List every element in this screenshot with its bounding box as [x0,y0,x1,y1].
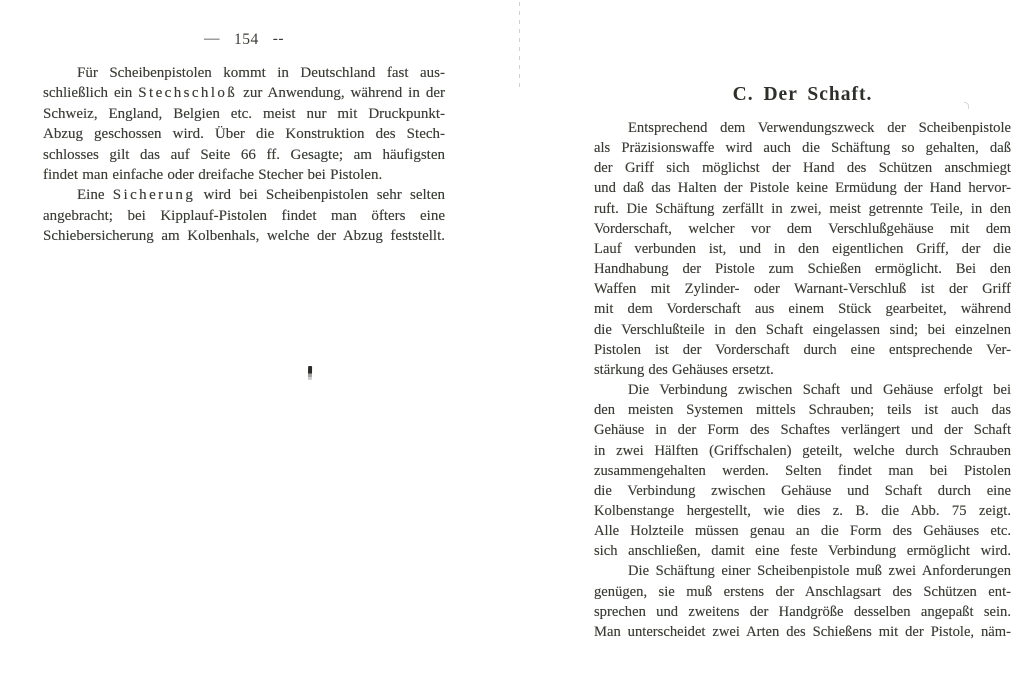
text-line: die Verschlußteile in den Schaft eingelassen sind; bei einzelnen [594,321,1011,338]
text-line: als Präzisionswaffe wird auch die Schäftung so gehalten, daß [594,140,1011,157]
text-segment: zur Anwendung, während in der [237,85,445,102]
text-line: und daß das Halten der Pistole keine Ermüdung der Hand hervor- [594,180,1011,197]
text-line: angebracht; bei Kipplauf-Pistolen findet man öfters eine [43,207,445,224]
left-page [43,0,445,695]
text-line: schlosses gilt das auf Seite 66 ff. Gesagte; am häufigsten [43,146,445,163]
text-line: zusammengehalten werden. Selten findet man bei Pistolen [594,462,1011,479]
text-line [43,83,445,103]
right-text-block [594,118,1011,642]
text-line: Entsprechend dem Verwendungszweck der Scheibenpistole [628,120,1011,136]
page-header [43,31,445,49]
right-page [594,0,1011,695]
text-line: mit dem Vorderschaft aus einem Stück gearbeitet, während [594,301,1011,318]
section-heading: C. Der Schaft. [732,84,873,105]
letterspaced-word: Stechschloß [138,85,238,102]
text-line: in zwei Hälften (Griffschalen) geteilt, welche durch Schrauben [594,442,1011,459]
left-text-block [43,63,445,247]
text-segment: Eine [77,187,113,204]
text-line: sich anschließen, damit eine feste Verbindung ermöglicht wird. [594,543,1011,560]
text-segment: wird bei Scheibenpistolen sehr selten [195,187,445,204]
text-line: Kolbenstange hergestellt, wie dies z. B. die Abb. 75 zeigt. [594,502,1011,519]
text-line: ruft. Die Schäftung zerfällt in zwei, meist getrennte Teile, in den [594,200,1011,217]
text-line: sprechen und zweitens der Handgröße desselben angepaßt sein. [594,603,1011,620]
text-line: Lauf verbunden ist, und in den eigentlichen Griff, der die [594,240,1011,257]
page-gutter-fold-mark [519,2,520,90]
text-line: Man unterscheidet zwei Arten des Schießens mit der Pistole, näm- [594,623,1011,640]
text-line: den meisten Systemen mittels Schrauben; teils ist auch das [594,402,1011,419]
text-line: Vorderschaft, welcher vor dem Verschlußgehäuse mit dem [594,220,1011,237]
text-line [43,185,445,205]
letterspaced-word: Sicherung [112,187,196,204]
text-line: Für Scheibenpistolen kommt in Deutschland fast aus- [77,65,445,81]
text-line: Schweiz, England, Belgien etc. meist nur mit Druckpunkt- [43,105,445,122]
text-line: genügen, sie muß erstens der Anschlagsart des Schützen ent- [594,583,1011,600]
text-line: findet man einfache oder dreifache Stecher bei Pistolen. [43,167,383,184]
text-line: Alle Holzteile müssen genau an die Form des Gehäuses etc. [594,523,1011,540]
header-dash-left: — [203,30,220,47]
text-line: stärkung des Gehäuses ersetzt. [594,361,774,378]
text-line: Pistolen ist der Vorderschaft durch eine entsprechende Ver- [594,341,1011,358]
text-segment: schließlich ein [43,85,139,102]
page-number: 154 [233,31,259,48]
text-line: Abzug geschossen wird. Über die Konstruktion des Stech- [43,126,445,143]
text-line: Die Schäftung einer Scheibenpistole muß zwei Anforderungen [628,563,1011,580]
text-line: Die Verbindung zwischen Schaft und Gehäuse erfolgt bei [628,382,1011,399]
header-dash-right: -- [272,30,285,47]
text-line: Gehäuse in der Form des Schaftes verlängert und der Schaft [594,422,1011,439]
text-line: die Verbindung zwischen Gehäuse und Schaft durch eine [594,482,1011,499]
text-line: Handhabung der Pistole zum Schießen ermöglicht. Bei den [594,261,1011,278]
text-line: Waffen mit Zylinder- oder Warnant-Verschluß ist der Griff [594,281,1011,298]
text-line: Schiebersicherung am Kolbenhals, welche der Abzug feststellt. [43,228,445,245]
text-line: der Griff sich möglichst der Hand des Schützen anschmiegt [594,160,1011,177]
